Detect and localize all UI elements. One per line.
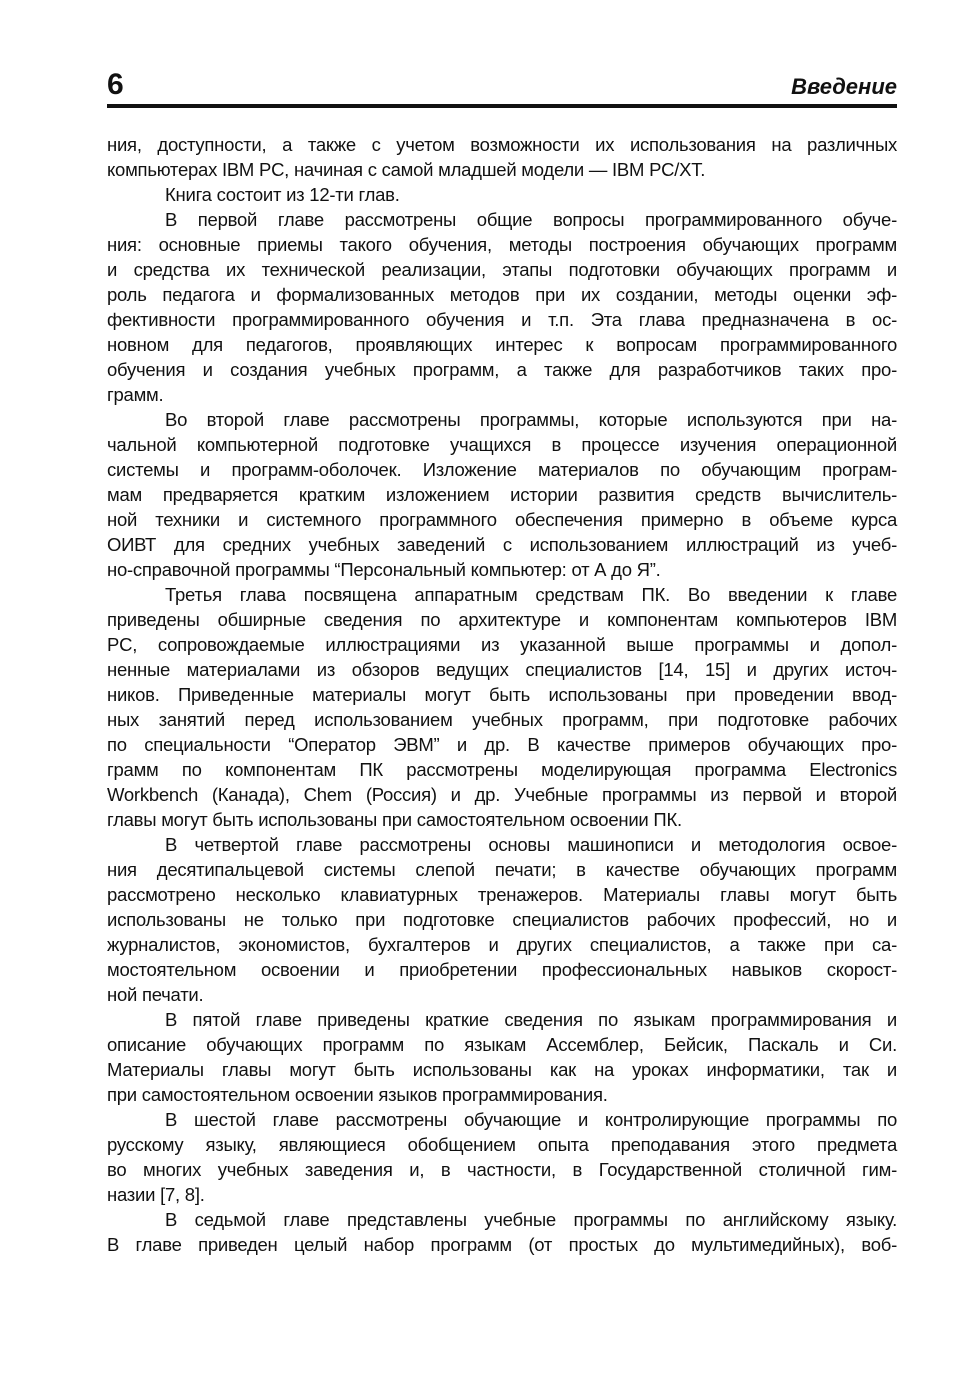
text-line: грамм по компонентам ПК рассмотрены моделирующая программа Electronics <box>107 759 897 780</box>
text-line: ния, доступности, а также с учетом возможности их использования на различных <box>107 134 897 155</box>
text-line: русскому языку, являющиеся обобщением опыта преподавания этого предмета <box>107 1134 897 1155</box>
text-line: фективности программированного обучения и т.п. Эта глава предназначена в ос- <box>107 309 897 330</box>
text-line: мостоятельном освоении и приобретении профессиональных навыков скорост- <box>107 959 897 980</box>
text-line: и средства их технической реализации, этапы подготовки обучающих программ и <box>107 259 897 280</box>
text-line: обучения и создания учебных программ, а также для разработчиков таких про- <box>107 359 897 380</box>
text-line: по специальности “Оператор ЭВМ” и др. В качестве примеров обучающих про- <box>107 734 897 755</box>
paragraph <box>107 1007 897 1107</box>
text-line: компьютерах IBM PC, начиная с самой младшей модели — IBM PC/XT. <box>107 159 706 180</box>
text-line: ния десятипальцевой системы слепой печати; в качестве обучающих программ <box>107 859 897 880</box>
text-line: назии [7, 8]. <box>107 1184 205 1205</box>
text-line: Третья глава посвящена аппаратным средствам ПК. Во введении к главе <box>165 584 897 605</box>
running-header <box>107 68 897 106</box>
page-number: 6 <box>107 68 124 101</box>
text-line: ненные материалами из обзоров ведущих специалистов [14, 15] и других источ- <box>107 659 897 680</box>
body-text <box>107 132 897 1257</box>
text-line: роль педагога и формализованных методов при их создании, методы оценки эф- <box>107 284 897 305</box>
text-line: новном для педагогов, проявляющих интерес к вопросам программированного <box>107 334 897 355</box>
text-line: Workbench (Канада), Chem (Россия) и др. Учебные программы из первой и второй <box>107 784 897 805</box>
paragraph <box>107 1107 897 1207</box>
text-line: приведены обширные сведения по архитектуре и компонентам компьютеров IBM <box>107 609 897 630</box>
text-line: мам предваряется кратким изложением истории развития средств вычислитель- <box>107 484 897 505</box>
paragraph <box>107 407 897 582</box>
text-line: В четвертой главе рассмотрены основы машинописи и методология освое- <box>165 834 897 855</box>
paragraph <box>107 207 897 407</box>
text-line: ной техники и системного программного обеспечения примерно в объеме курса <box>107 509 897 530</box>
text-line: PC, сопровождаемые иллюстрациями из указанной выше программы и допол- <box>107 634 897 655</box>
text-line: системы и программ-оболочек. Изложение материалов по обучающим програм- <box>107 459 897 480</box>
text-line: В седьмой главе представлены учебные программы по английскому языку. <box>165 1209 897 1230</box>
text-line: ников. Приведенные материалы могут быть использованы при проведении ввод- <box>107 684 897 705</box>
text-line: В главе приведен целый набор программ (от простых до мультимедийных), воб- <box>107 1234 897 1255</box>
text-line: грамм. <box>107 384 164 405</box>
paragraph <box>107 832 897 1007</box>
text-line: ния: основные приемы такого обучения, методы построения обучающих программ <box>107 234 897 255</box>
paragraph <box>107 1207 897 1257</box>
text-line: журналистов, экономистов, бухгалтеров и других специалистов, а также при са- <box>107 934 897 955</box>
text-line: Материалы главы могут быть использованы как на уроках информатики, так и <box>107 1059 897 1080</box>
text-line: рассмотрено несколько клавиатурных тренажеров. Материалы главы могут быть <box>107 884 897 905</box>
text-line: описание обучающих программ по языкам Ассемблер, Бейсик, Паскаль и Си. <box>107 1034 897 1055</box>
paragraph <box>107 582 897 832</box>
text-line: Во второй главе рассмотрены программы, которые используются при на- <box>165 409 897 430</box>
text-line: главы могут быть использованы при самостоятельном освоении ПК. <box>107 809 682 830</box>
text-line: при самостоятельном освоении языков программирования. <box>107 1084 608 1105</box>
text-line: В пятой главе приведены краткие сведения по языкам программирования и <box>165 1009 897 1030</box>
text-line: ОИВТ для средних учебных заведений с использованием иллюстраций из учеб- <box>107 534 897 555</box>
header-rule <box>107 104 897 108</box>
text-line: Книга состоит из 12-ти глав. <box>165 184 400 205</box>
text-line: использованы не только при подготовке специалистов рабочих профессий, но и <box>107 909 897 930</box>
text-line: чальной компьютерной подготовке учащихся в процессе изучения операционной <box>107 434 897 455</box>
text-line: но-справочной программы “Персональный компьютер: от А до Я”. <box>107 559 661 580</box>
text-line: во многих учебных заведения и, в частности, в Государственной столичной гим- <box>107 1159 897 1180</box>
paragraph <box>107 132 897 182</box>
text-line: ной печати. <box>107 984 204 1005</box>
text-line: В первой главе рассмотрены общие вопросы программированного обуче- <box>165 209 897 230</box>
text-line: В шестой главе рассмотрены обучающие и контролирующие программы по <box>165 1109 897 1130</box>
chapter-title: Введение <box>791 74 897 99</box>
text-line: ных занятий перед использованием учебных программ, при подготовке рабочих <box>107 709 897 730</box>
paragraph <box>107 182 897 207</box>
